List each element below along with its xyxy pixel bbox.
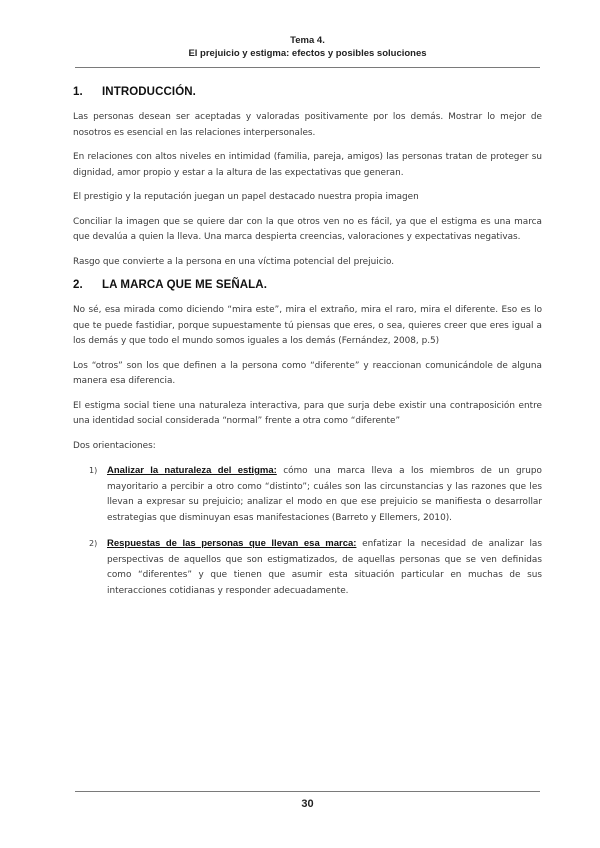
list-item-lead: Respuestas de las personas que llevan esa marca:: [107, 538, 357, 549]
footer-divider: [75, 791, 540, 792]
paragraph: El estigma social tiene una naturaleza interactiva, para que surja debe existir una contraposición entre una identidad social considerada “normal” frente a otra como “diferente”: [73, 400, 542, 426]
paragraph: Dos orientaciones:: [73, 440, 156, 451]
paragraph: Los “otros” son los que definen a la persona como “diferente” y reaccionan comunicándole de alguna manera esa diferencia.: [73, 360, 542, 386]
section-heading-introduccion: [73, 86, 542, 98]
paragraph: Conciliar la imagen que se quiere dar con la que otros ven no es fácil, ya que el estigma es una marca que devalúa a quien la lleva. Una marca despierta creencias, valoraciones y expectativas negativas.: [73, 216, 542, 242]
list-item-text: enfatizar la necesidad de analizar las perspectivas de aquellos que son estigmatizados, de aquellas personas que se ven definidas como “diferentes” y que tienen que asumir esta situación particular en muchas de sus interacciones cotidianas y responder adecuadamente.: [107, 539, 542, 596]
page-header: [75, 35, 540, 60]
section-heading-la-marca: [73, 279, 542, 291]
paragraph: Las personas desean ser aceptadas y valoradas positivamente por los demás. Mostrar lo mejor de nosotros es esencial en las relaciones interpersonales.: [73, 112, 542, 138]
paragraph: El prestigio y la reputación juegan un papel destacado nuestra propia imagen: [73, 192, 419, 202]
header-subtitle: El prejuicio y estigma: efectos y posibles soluciones: [188, 47, 427, 59]
paragraph: Rasgo que convierte a la persona en una víctima potencial del prejuicio.: [73, 256, 395, 267]
list-marker: 2): [89, 539, 98, 548]
list-item: [73, 463, 542, 526]
list-item: [73, 536, 542, 599]
document-body: [73, 86, 542, 609]
list-item-text: cómo una marca lleva a los miembros de un grupo mayoritario a percibir a otro como “distinto”; cuáles son las circunstancias y las razones que les llevan a expresar su prejuicio; analizar el modo en que ese prejuicio se manifiesta o desarrollar estrategias que disminuyan esas manifestaciones (Barreto y Ellemers, 2010).: [107, 466, 542, 523]
page-number: 30: [301, 798, 314, 810]
orientations-list: [73, 463, 542, 599]
paragraph: En relaciones con altos niveles en intimidad (familia, pareja, amigos) las personas tratan de proteger su dignidad, amor propio y estar a la altura de las expectativas que generan.: [73, 152, 542, 178]
section-title: LA MARCA QUE ME SEÑALA.: [102, 279, 268, 291]
list-marker: 1): [89, 466, 98, 475]
section-number: 1.: [73, 86, 83, 98]
header-divider: [75, 67, 540, 68]
paragraph: No sé, esa mirada como diciendo “mira este”, mira el extraño, mira el raro, mira el diferente. Eso es lo que te puede fastidiar, porque supuestamente tú piensas que eres, o sea, quieres creer que eres igual a los demás y que todo el mundo somos iguales a los demás (Fernández, 2008, p.5): [73, 305, 542, 346]
header-topic: Tema 4.: [290, 35, 325, 46]
list-item-lead: Analizar la naturaleza del estigma:: [107, 465, 277, 476]
section-title: INTRODUCCIÓN.: [102, 86, 196, 98]
section-number: 2.: [73, 279, 83, 291]
